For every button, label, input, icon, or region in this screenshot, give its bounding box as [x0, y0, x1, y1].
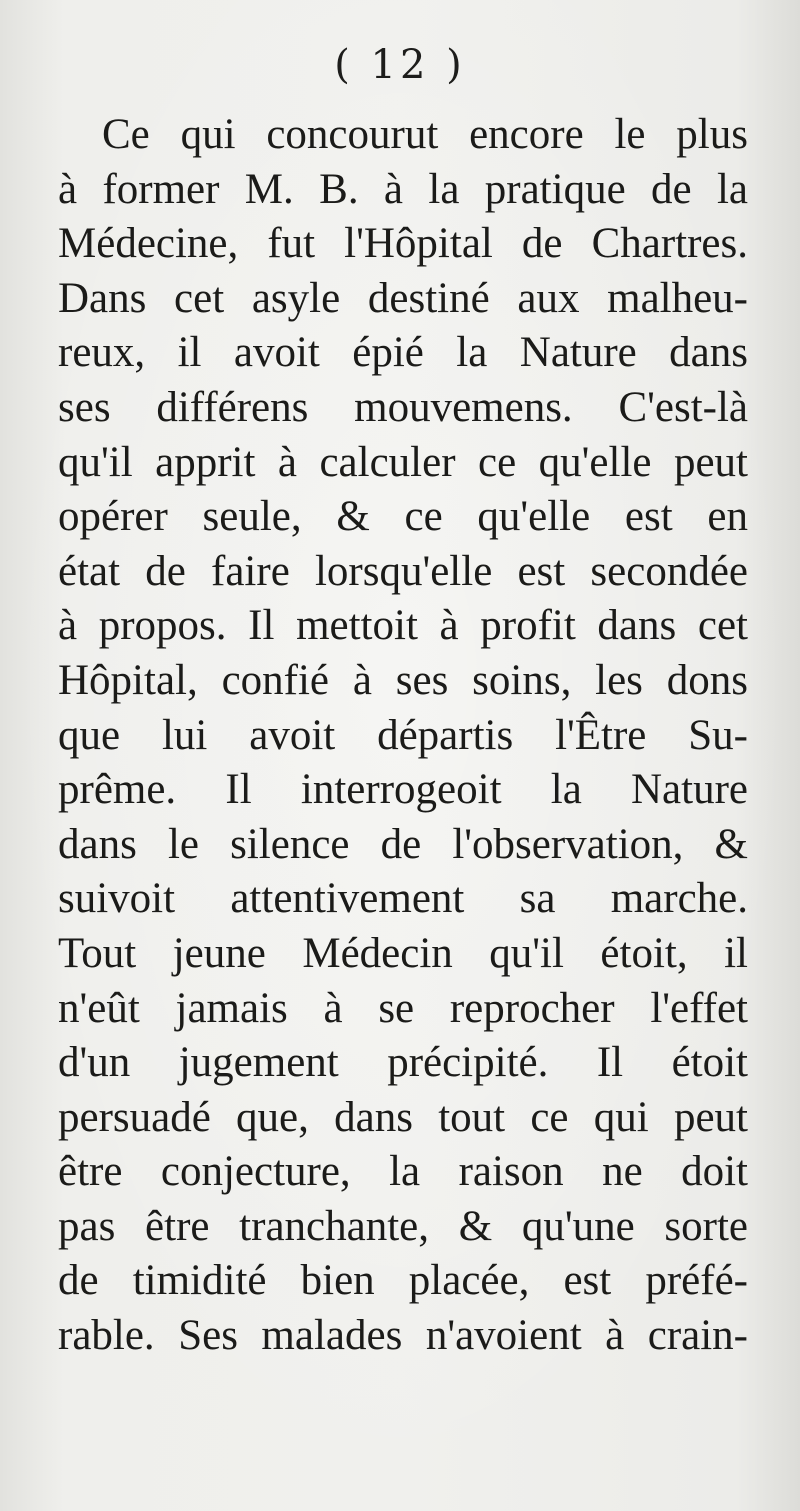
- text-line: que lui avoit départis l'Être Su-: [58, 711, 748, 759]
- text-line: n'eût jamais à se reprocher l'effet: [58, 984, 748, 1032]
- text-line: dans le silence de l'observation, &: [58, 820, 748, 868]
- text-line: pas être tranchante, & qu'une sorte: [58, 1202, 748, 1250]
- text-line: opérer seule, & ce qu'elle est en: [58, 493, 748, 541]
- text-line: ses différens mouvemens. C'est-là: [58, 383, 748, 431]
- text-line: état de faire lorsqu'elle est secondée: [58, 547, 748, 595]
- text-line: Hôpital, confié à ses soins, les dons: [58, 656, 748, 704]
- text-line: être conjecture, la raison ne doit: [58, 1148, 748, 1196]
- text-line: reux, il avoit épié la Nature dans: [58, 329, 748, 377]
- text-line: à former M. B. à la pratique de la: [58, 165, 748, 213]
- text-line: Ce qui concourut encore le plus: [102, 111, 748, 158]
- text-line: de timidité bien placée, est préfé-: [58, 1257, 748, 1305]
- page-number: ( 12 ): [334, 42, 466, 88]
- text-line: prême. Il interrogeoit la Nature: [58, 766, 748, 814]
- text-line: qu'il apprit à calculer ce qu'elle peut: [58, 438, 748, 486]
- text-line: Dans cet asyle destiné aux malheu-: [58, 274, 748, 322]
- text-line: persuadé que, dans tout ce qui peut: [58, 1093, 748, 1141]
- text-line: Médecine, fut l'Hôpital de Chartres.: [58, 220, 748, 268]
- text-line: rable. Ses malades n'avoient à crain-: [58, 1312, 748, 1360]
- text-line: à propos. Il mettoit à profit dans cet: [58, 602, 748, 650]
- text-line: Tout jeune Médecin qu'il étoit, il: [58, 929, 748, 977]
- text-line: suivoit attentivement sa marche.: [58, 875, 748, 923]
- body-text: [58, 108, 748, 1364]
- text-line: d'un jugement précipité. Il étoit: [58, 1039, 748, 1087]
